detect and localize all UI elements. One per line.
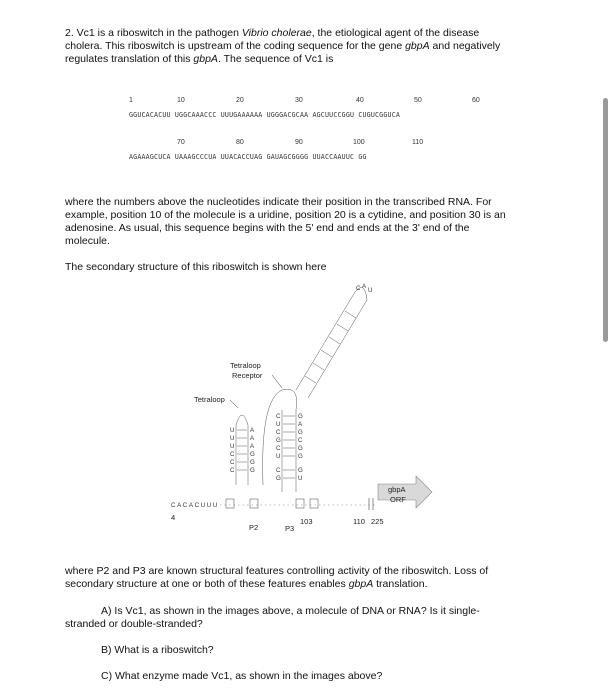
svg-text:C: C (356, 285, 361, 292)
explanation-line: molecule. (65, 235, 110, 247)
intro-text: 2. Vc1 is a riboswitch in the pathogen (65, 27, 242, 39)
svg-text:A: A (250, 443, 255, 450)
orf-label: ORF (390, 495, 406, 504)
svg-text:C: C (298, 437, 303, 444)
svg-text:C: C (276, 413, 281, 420)
svg-text:C: C (230, 467, 235, 474)
boxed-nucleotide (250, 499, 258, 508)
seq-position-number: 1 (129, 97, 133, 104)
tetraloop-receptor-label: Tetraloop (230, 361, 261, 370)
svg-text:A: A (298, 421, 303, 428)
seq-position-number: 70 (177, 139, 185, 146)
position-4-label: 4 (171, 513, 176, 522)
seq-position-number: 50 (414, 97, 422, 104)
tetraloop-loop (236, 415, 248, 425)
svg-text:G: G (298, 453, 303, 460)
boxed-nucleotide (296, 499, 304, 508)
sequence-row-2: AGAAAGCUCA UAAAGCCCUA UUACACCUAG GAUAGCGGGG UUACCAAUUC GG (129, 153, 367, 161)
seq-position-number: 10 (177, 97, 185, 104)
intro-text: cholera. This riboswitch is upstream of the coding sequence for the gene (65, 40, 406, 52)
svg-text:G: G (250, 467, 255, 474)
svg-text:U: U (276, 421, 281, 428)
svg-text:C: C (230, 451, 235, 458)
intro-line-2 (65, 40, 500, 54)
svg-text:A: A (250, 427, 255, 434)
position-110-label: 110 (353, 517, 365, 526)
intro-text: and negatively (429, 40, 501, 52)
p3-stem (282, 410, 296, 492)
svg-text:U: U (230, 435, 235, 442)
svg-text:G: G (298, 467, 303, 474)
explanation-line: where the numbers above the nucleotides indicate their position in the transcribed RNA. For (65, 196, 492, 208)
p3-label: P3 (285, 524, 295, 533)
tetraloop-receptor-label: Receptor (232, 371, 263, 380)
tetraloop-label: Tetraloop (194, 395, 225, 404)
after-text: secondary structure at one or both of these features enables (65, 578, 349, 590)
svg-text:U: U (368, 287, 373, 294)
svg-text:G: G (250, 451, 255, 458)
svg-text:C: C (276, 467, 281, 474)
vertical-scrollbar[interactable] (603, 98, 608, 342)
seq-position-number: 30 (295, 97, 303, 104)
p2-stem (236, 425, 248, 485)
stem-nucleotides (230, 283, 372, 482)
species-name: Vibrio cholerae (241, 27, 312, 39)
svg-text:C: C (230, 459, 235, 466)
intro-line-3 (65, 53, 333, 67)
svg-text:G: G (276, 437, 281, 444)
tetraloop-pointer (230, 400, 238, 408)
question-a-line-1: A) Is Vc1, as shown in the images above, a molecule of DNA or RNA? Is it single- (101, 605, 480, 617)
question-c: C) What enzyme made Vc1, as shown in the images above? (101, 670, 383, 682)
p2-label: P2 (249, 523, 259, 532)
svg-text:G: G (298, 413, 303, 420)
svg-text:A: A (362, 283, 367, 290)
upper-helix (296, 292, 367, 398)
svg-text:C: C (276, 445, 281, 452)
position-103-label: 103 (300, 517, 313, 526)
receptor-pointer (272, 375, 282, 388)
sequence-row-1: GGUCACACUU UGGCAAACCC UUUGAAAAAA UGGGACGCAA AGCUUCCGGU CUGUCGGUCA (129, 111, 401, 119)
explanation-line: adenosine. As usual, this sequence begins with the 5' end and ends at the 3' end of the (65, 222, 470, 234)
svg-text:G: G (298, 429, 303, 436)
svg-text:G: G (298, 445, 303, 452)
question-b: B) What is a riboswitch? (101, 644, 214, 656)
svg-text:U: U (276, 453, 281, 460)
seq-position-number: 20 (236, 97, 244, 104)
bottom-strand-sequence: CACACUUU (171, 502, 219, 509)
explanation-line: example, position 10 of the molecule is a uridine, position 20 is a cytidine, and position 30 is an (65, 209, 506, 221)
gene-name: gbpA (193, 53, 218, 65)
structure-intro: The secondary structure of this riboswitch is shown here (65, 261, 327, 273)
svg-text:G: G (250, 459, 255, 466)
svg-text:C: C (276, 429, 281, 436)
intro-text: regulates translation of this (65, 53, 194, 65)
seq-position-number: 40 (356, 97, 364, 104)
svg-text:G: G (276, 475, 281, 482)
after-diagram-line-2 (65, 578, 428, 592)
gbpa-label: gbpA (388, 485, 406, 494)
svg-text:U: U (298, 475, 303, 482)
svg-text:U: U (230, 443, 235, 450)
seq-position-number: 90 (295, 139, 303, 146)
after-text: translation. (373, 578, 428, 590)
intro-text: , the etiological agent of the disease (311, 27, 480, 39)
riboswitch-structure-diagram (160, 280, 460, 540)
gene-name: gbpA (405, 40, 430, 52)
position-225-label: 225 (371, 517, 384, 526)
seq-position-number: 80 (236, 139, 244, 146)
gene-name: gbpA (348, 578, 374, 590)
svg-text:U: U (230, 427, 235, 434)
intro-text: . The sequence of Vc1 is (217, 53, 334, 65)
seq-position-number: 100 (353, 139, 365, 146)
after-diagram-line: where P2 and P3 are known structural features controlling activity of the riboswitch. Loss of (65, 565, 489, 577)
seq-position-number: 110 (412, 139, 424, 146)
boxed-nucleotide (310, 499, 318, 508)
seq-position-number: 60 (472, 97, 480, 104)
question-a-line-2: stranded or double-stranded? (65, 618, 203, 630)
boxed-nucleotide (226, 499, 234, 508)
svg-text:A: A (250, 435, 255, 442)
intro-line-1 (65, 27, 479, 41)
